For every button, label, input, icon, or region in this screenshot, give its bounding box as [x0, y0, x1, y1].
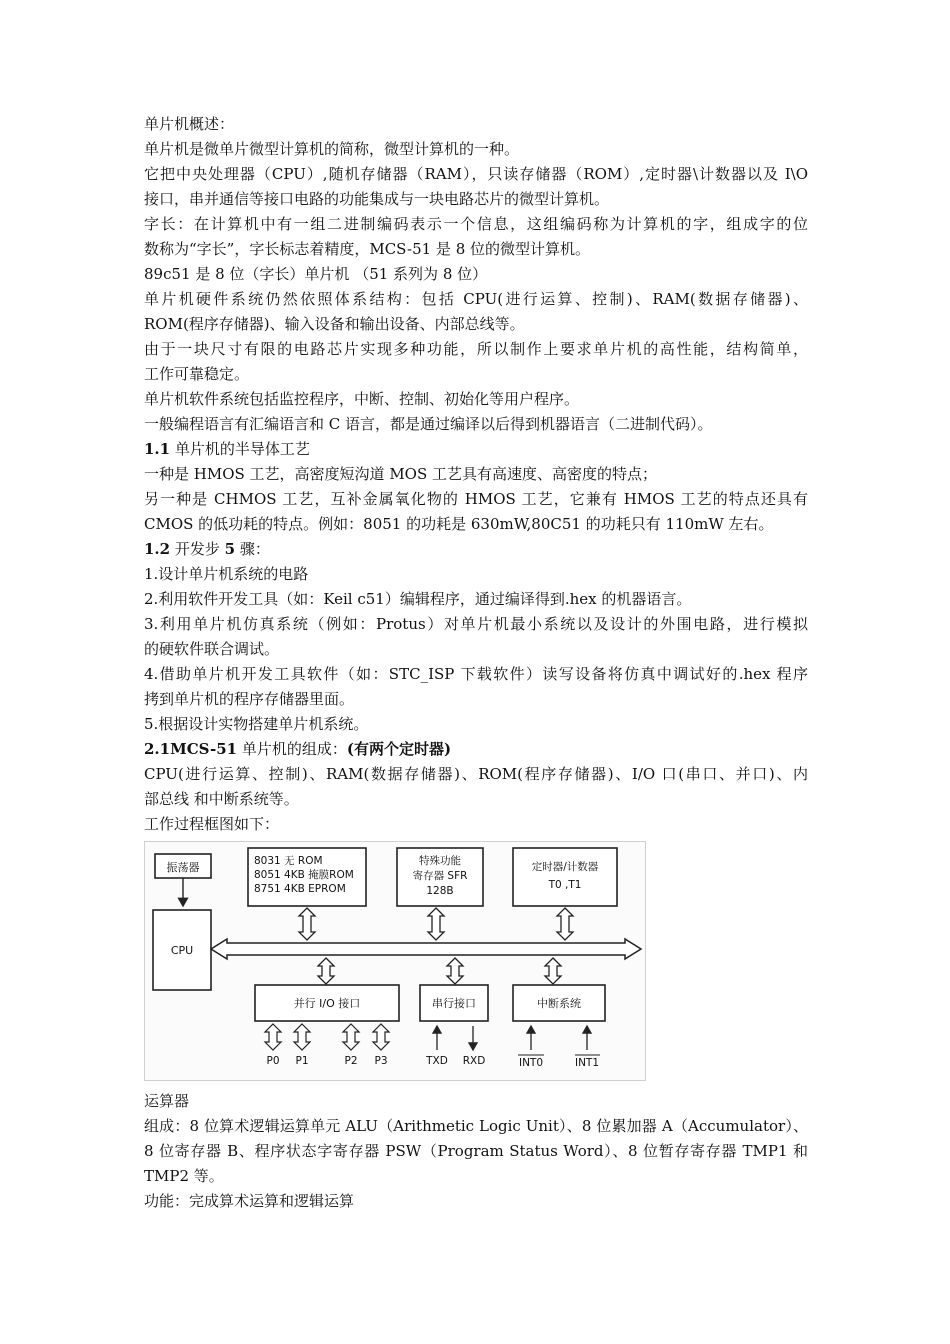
sfr-line-1: 特殊功能 — [419, 855, 461, 867]
cpu-label: CPU — [170, 944, 194, 957]
section-heading-1-1 — [144, 437, 808, 462]
sfr-line-3: 128B — [426, 885, 454, 897]
heading-text-tail: 骤： — [235, 540, 270, 558]
timer-block — [513, 848, 617, 906]
interrupt-bus-arrow — [545, 958, 561, 984]
serial-io-block — [420, 985, 488, 1021]
block-diagram-svg — [145, 842, 645, 1080]
heading-text: 单片机的组成： — [237, 740, 347, 758]
paragraph-line: CPU(进行运算、控制)、RAM(数据存储器)、ROM(程序存储器)、I/O 口(串口、并口)、内 — [144, 765, 808, 783]
paragraph-line: 一种是 HMOS 工艺，高密度短沟道 MOS 工艺具有高速度、高密度的特点； — [144, 465, 658, 483]
internal-bus-arrow — [211, 939, 641, 959]
list-item: 3.利用单片机仿真系统（例如：Protus）对单片机最小系统以及设计的外围电路，进行模拟 — [144, 615, 808, 633]
section-heading-2-1 — [144, 737, 808, 762]
serial-bus-arrow — [447, 958, 463, 984]
list-item: 1.设计单片机系统的电路 — [144, 565, 309, 583]
parallel-io-block — [255, 985, 399, 1021]
paragraph-line: 8 位寄存器 B、程序状态字寄存器 PSW（Program Status Word）、8 位暂存寄存器 TMP1 和 — [144, 1142, 808, 1160]
timer-line-1: 定时器/计数器 — [531, 861, 599, 873]
heading-number: 1.2 — [144, 540, 171, 558]
mcs51-block-diagram — [144, 841, 646, 1081]
heading-text: 开发步 — [170, 540, 225, 558]
int1-label: INT1 — [574, 1057, 600, 1069]
int0-label: INT0 — [518, 1057, 544, 1069]
oscillator-label: 振荡器 — [166, 861, 200, 874]
paragraph-line: 接口，串并通信等接口电路的功能集成与一块电路芯片的微型计算机。 — [144, 190, 610, 208]
rom-line-1: 8031 无 ROM — [254, 855, 323, 867]
list-item-continuation: 拷到单片机的程序存储器里面。 — [144, 690, 355, 708]
heading-step-count: 5 — [224, 540, 236, 558]
rxd-label: RXD — [462, 1055, 486, 1067]
heading-number: 2.1MCS-51 — [144, 740, 238, 758]
parallel-io-label: 并行 I/O 接口 — [293, 997, 361, 1010]
paragraph-line: 数称为“字长”，字长标志着精度，MCS-51 是 8 位的微型计算机。 — [144, 240, 591, 258]
rom-line-3: 8751 4KB EPROM — [254, 883, 346, 895]
sfr-line-2: 寄存器 SFR — [412, 870, 468, 882]
p3-arrow — [373, 1024, 389, 1050]
paragraph-line: CMOS 的低功耗的特点。例如：8051 的功耗是 630mW,80C51 的功耗只有 110mW 左右。 — [144, 515, 774, 533]
timer-line-2: T0 ,T1 — [548, 879, 582, 891]
paragraph-line: 单片机概述： — [144, 115, 235, 133]
paragraph-line: 它把中央处理器（CPU）,随机存储器（RAM），只读存储器（ROM）,定时器\计数器以及 I\O — [144, 165, 808, 183]
sfr-bus-arrow — [428, 908, 444, 940]
paragraph-line: 部总线 和中断系统等。 — [144, 790, 299, 808]
paragraph-line: 另一种是 CHMOS 工艺，互补金属氧化物的 HMOS 工艺，它兼有 HMOS 工艺的特点还具有 — [144, 490, 808, 508]
rom-line-2: 8051 4KB 掩膜ROM — [254, 869, 354, 881]
document-page — [144, 112, 808, 1214]
rom-bus-arrow — [299, 908, 315, 940]
paragraph-line: 单片机软件系统包括监控程序，中断、控制、初始化等用户程序。 — [144, 390, 580, 408]
paragraph-line: 一般编程语言有汇编语言和 C 语言，都是通过编译以后得到机器语言（二进制代码）。 — [144, 415, 713, 433]
list-item: 5.根据设计实物搭建单片机系统。 — [144, 715, 369, 733]
p1-arrow — [294, 1024, 310, 1050]
list-item-continuation: 的硬软件联合调试。 — [144, 640, 280, 658]
paragraph-line: TMP2 等。 — [144, 1167, 224, 1185]
list-item: 2.利用软件开发工具（如：Keil c51）编辑程序，通过编译得到.hex 的机器语言。 — [144, 590, 692, 608]
rom-block — [248, 848, 366, 906]
paragraph-line: 由于一块尺寸有限的电路芯片实现多种功能，所以制作上要求单片机的高性能，结构简单， — [144, 340, 808, 358]
interrupt-label: 中断系统 — [537, 997, 581, 1010]
oscillator-block — [155, 854, 211, 878]
heading-number: 1.1 — [144, 440, 171, 458]
section-heading-1-2 — [144, 537, 808, 562]
p1-label: P1 — [295, 1055, 309, 1067]
p0-label: P0 — [266, 1055, 280, 1067]
paragraph-line: 组成：8 位算术逻辑运算单元 ALU（Arithmetic Logic Unit）、8 位累加器 A（Accumulator）、 — [144, 1117, 808, 1135]
p2-arrow — [343, 1024, 359, 1050]
paragraph-line: ROM(程序存储器)、输入设备和输出设备、内部总线等。 — [144, 315, 525, 333]
txd-label: TXD — [426, 1055, 448, 1067]
paragraph-line: 功能：完成算术运算和逻辑运算 — [144, 1192, 355, 1210]
paragraph-line: 单片机是微单片微型计算机的简称，微型计算机的一种。 — [144, 140, 520, 158]
sfr-block — [397, 848, 483, 906]
heading-text: 单片机的半导体工艺 — [170, 440, 310, 458]
serial-io-label: 串行接口 — [432, 997, 476, 1010]
cpu-block — [153, 910, 211, 990]
timer-bus-arrow — [557, 908, 573, 940]
paragraph-line: 工作过程框图如下： — [144, 815, 280, 833]
paragraph-line: 单片机硬件系统仍然依照体系结构：包括 CPU(进行运算、控制)、RAM(数据存储器)、 — [144, 290, 808, 308]
parallel-bus-arrow — [318, 958, 334, 984]
p2-label: P2 — [344, 1055, 358, 1067]
paragraph-line: 工作可靠稳定。 — [144, 365, 250, 383]
paragraph-line: 运算器 — [144, 1092, 190, 1110]
interrupt-block — [513, 985, 605, 1021]
paragraph-line: 89c51 是 8 位（字长）单片机 （51 系列为 8 位） — [144, 265, 488, 283]
p3-label: P3 — [374, 1055, 388, 1067]
paragraph-line: 字长：在计算机中有一组二进制编码表示一个信息，这组编码称为计算机的字，组成字的位 — [144, 215, 808, 233]
list-item: 4.借助单片机开发工具软件（如：STC_ISP 下载软件）读写设备将仿真中调试好的.hex 程序 — [144, 665, 808, 683]
heading-note: (有两个定时器) — [346, 740, 452, 758]
p0-arrow — [265, 1024, 281, 1050]
